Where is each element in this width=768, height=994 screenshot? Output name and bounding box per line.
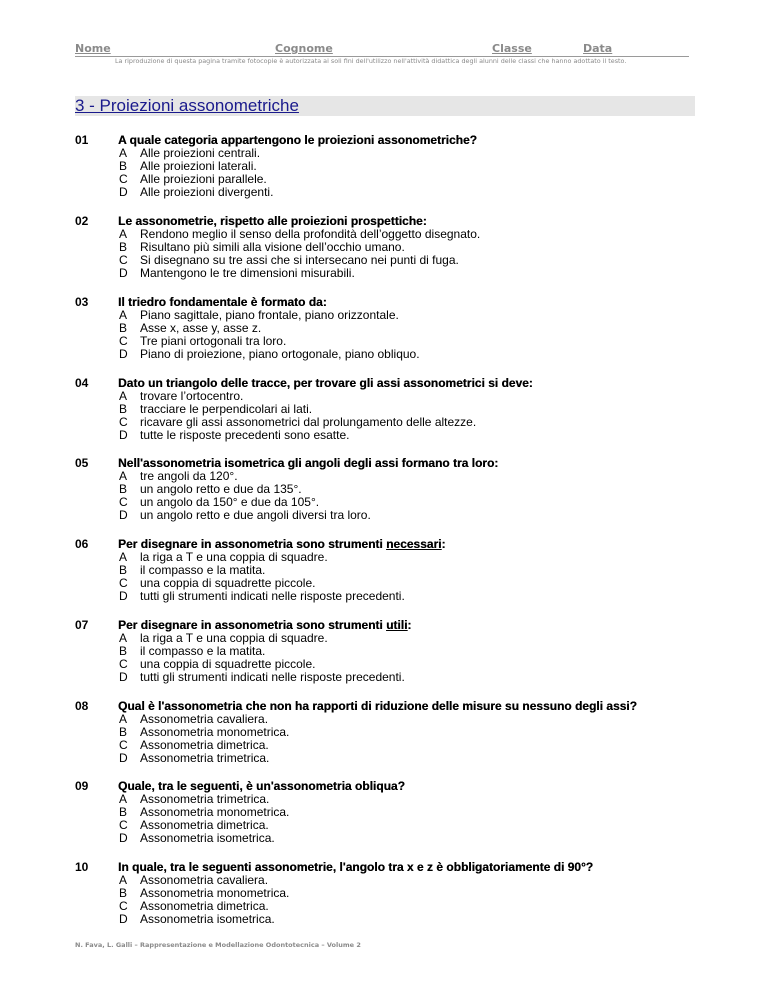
question-text: Qual è l'assonometria che non ha rapporti di riduzione delle misure su nessuno degli assi? xyxy=(118,699,637,713)
question-number: 05 xyxy=(75,456,89,470)
document-page: Nome Cognome Classe Data La riproduzione di questa pagina tramite fotocopie è autorizzata ai soli fini dell'utilizzo nell'attività didattica degli alunni delle classi che hanno adottato il testo. 3 - Proiezioni assonometriche 01 A quale categoria appartengono le proiezioni assonometriche? A Alle proiezioni centrali. B Alle proiezioni laterali. C Alle proiezioni parallele. D Alle proiezioni divergenti. 02 Le assonometrie, rispetto alle proiezioni prospettiche: A Rendono meglio il senso della profondità dell’oggetto disegnato. B Risultano più simili alla visione dell’occhio umano. C Si disegnano su tre assi che si intersecano nei punti di fuga. D Mantengono le tre dimensioni misurabili. 03 Il triedro fondamentale è formato da: A Piano sagittale, piano frontale, piano orizzontale. B Asse x, asse y, asse z. C Tre piani ortogonali tra loro. D Piano di proiezione, piano ortogonale, piano obliquo. 04 Dato un triangolo delle tracce, per trovare gli assi assonometrici si deve: A trovare l’ortocentro. B tracciare le perpendicolari ai lati. C ricavare gli assi assonometrici dal prolungamento delle altezze. D tutte le risposte precedenti sono esatte. 05 Nell'assonometria isometrica gli angoli degli assi formano tra loro: A tre angoli da 120°. B un angolo retto e due da 135°. C un angolo da 150° e due da 105°. D un angolo retto e due angoli diversi tra loro. 06 Per disegnare in assonometria sono strumenti necessari: A la riga a T e una coppia di squadre. B il compasso e la matita. C una coppia di squadrette piccole. D tutti gli strumenti indicati nelle risposte precedenti. 07 Per disegnare in assonometria sono strumenti utili: A la riga a T e una coppia di squadre. B il compasso e la matita. C una coppia di squadrette piccole. D tutti gli strumenti indicati nelle risposte precedenti. 08 Qual è l'assonometria che non ha rapporti di riduzione delle misure su nessuno degli assi? A Assonometria cavaliera. B Assonometria monometrica. C Assonometria dimetrica. D Assonometria trimetrica. 09 Quale, tra le seguenti, è un'assonometria obliqua? A Assonometria trimetrica. B Assonometria monometrica. C Assonometria dimetrica. D Assonometria isometrica. 10 In quale, tra le seguenti assonometrie, l'angolo tra x e z è obbligatoriamente di 90°? A Assonometria cavaliera. B Assonometria monometrica. C Assonometria dimetrica. D Assonometria isometrica. N. Fava, L. Galli – Rappresentazione e Modellazione Odontotecnica – Volume 2 xyxy=(0,0,768,994)
question-text: Per disegnare in assonometria sono strumenti necessari: xyxy=(118,537,446,551)
question-text: In quale, tra le seguenti assonometrie, l'angolo tra x e z è obbligatoriamente di 90°? xyxy=(118,860,594,874)
question-text: Nell'assonometria isometrica gli angoli degli assi formano tra loro: xyxy=(118,456,499,470)
question-text: Dato un triangolo delle tracce, per trovare gli assi assonometrici si deve: xyxy=(118,376,533,390)
question-number: 01 xyxy=(75,133,89,147)
question-text: Quale, tra le seguenti, è un'assonometria obliqua? xyxy=(118,779,405,793)
question-number: 08 xyxy=(75,699,89,713)
page-footer: N. Fava, L. Galli – Rappresentazione e Modellazione Odontotecnica – Volume 2 xyxy=(75,941,361,949)
question-number: 04 xyxy=(75,376,89,390)
data-label: Data xyxy=(583,42,613,55)
question-number: 03 xyxy=(75,295,89,309)
question-text: Il triedro fondamentale è formato da: xyxy=(118,295,327,309)
question-number: 09 xyxy=(75,779,89,793)
question-text: Per disegnare in assonometria sono strumenti utili: xyxy=(118,618,412,632)
nome-label: Nome xyxy=(75,42,111,55)
section-title-bar xyxy=(75,96,695,116)
underlined-word: utili xyxy=(386,618,408,632)
question-number: 10 xyxy=(75,860,89,874)
copyright-note: La riproduzione di questa pagina tramite fotocopie è autorizzata ai soli fini dell'utilizzo nell'attività didattica degli alunni delle classi che hanno adottato il testo. xyxy=(115,57,627,65)
underlined-word: necessari xyxy=(386,537,442,551)
question-number: 07 xyxy=(75,618,89,632)
cognome-label: Cognome xyxy=(275,42,333,55)
classe-label: Classe xyxy=(492,42,532,55)
student-info-header xyxy=(75,42,689,57)
question-number: 02 xyxy=(75,214,89,228)
section-title: 3 - Proiezioni assonometriche xyxy=(75,96,299,115)
question-text: Le assonometrie, rispetto alle proiezioni prospettiche: xyxy=(118,214,427,228)
question-number: 06 xyxy=(75,537,89,551)
question-text: A quale categoria appartengono le proiezioni assonometriche? xyxy=(118,133,477,147)
